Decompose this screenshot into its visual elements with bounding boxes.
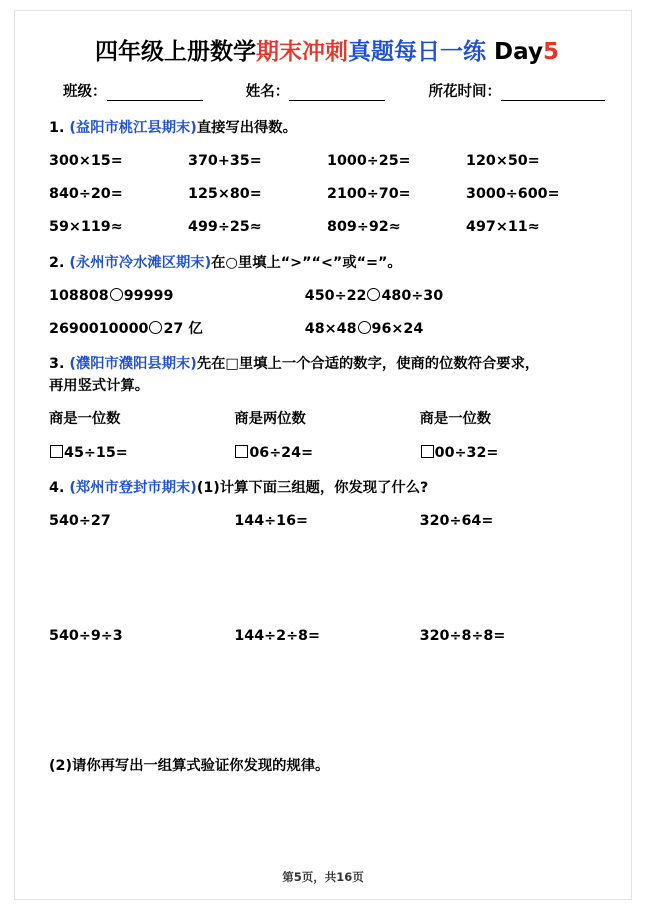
spacer-1 [203, 80, 246, 101]
compare-pair [49, 318, 305, 340]
class-field [63, 80, 203, 101]
question-4 [49, 477, 605, 778]
expr-with-box [49, 442, 234, 464]
title-part-grade: 四年级上册数学 [95, 39, 257, 65]
expr: 59×119≈ [49, 219, 123, 236]
compare-pair [305, 285, 605, 307]
question-4-text: (1)计算下面三组题，你发现了什么? [196, 479, 429, 496]
quotient-label: 商是一位数 [419, 411, 492, 428]
expr: 3000÷600= [466, 186, 560, 203]
question-4-sub2: (2)请你再写出一组算式验证你发现的规律。 [49, 758, 330, 775]
expr: 300×15= [49, 153, 123, 170]
question-3-text-line2: 再用竖式计算。 [49, 378, 150, 395]
class-input-blank[interactable] [107, 86, 203, 101]
circle-blank-icon[interactable] [367, 288, 380, 301]
question-1-row-3 [49, 216, 605, 238]
circle-blank-icon[interactable] [149, 321, 162, 334]
right-expr: 27 亿 [163, 320, 203, 337]
expr: 320÷64= [419, 512, 494, 529]
question-1 [49, 117, 605, 239]
question-4-number: 4. [49, 479, 65, 496]
expr: 840÷20= [49, 186, 123, 203]
class-label: 班级： [63, 84, 107, 100]
left-expr: 450÷22 [304, 287, 367, 304]
compare-pair [49, 285, 305, 307]
left-expr: 108808 [49, 287, 109, 304]
question-4-source: (郑州市登封市期末) [69, 479, 197, 496]
square-blank-icon[interactable] [421, 445, 434, 458]
question-3-exprs [49, 442, 605, 464]
question-3-text: 先在□里填上一个合适的数字，使商的位数符合要求， [196, 356, 540, 373]
title-part-practice: 真题每日一练 [348, 39, 487, 65]
expr: 144÷2÷8= [234, 628, 320, 645]
question-1-text: 直接写出得数。 [196, 120, 297, 136]
question-1-row-1 [49, 150, 605, 172]
question-2-number: 2. [49, 254, 65, 271]
expr: 144÷16= [234, 512, 309, 529]
title-day-label: Day [486, 39, 543, 65]
work-space-1 [49, 532, 605, 614]
question-1-row-2 [49, 183, 605, 205]
expr: 120×50= [466, 153, 540, 170]
question-3-number: 3. [49, 356, 65, 373]
time-input-blank[interactable] [501, 86, 605, 101]
name-input-blank[interactable] [289, 86, 385, 101]
expr: 370+35= [188, 153, 262, 170]
question-1-source: (益阳市桃江县期末) [69, 120, 197, 136]
expr: 45÷15= [64, 444, 128, 461]
question-3-heading [49, 353, 605, 375]
question-2-heading [49, 252, 605, 274]
title-day-number: 5 [542, 39, 559, 65]
time-label: 所花时间： [428, 84, 501, 100]
expr: 2100÷70= [327, 186, 411, 203]
question-2-source: (永州市冷水滩区期末) [69, 254, 212, 271]
question-3-labels [49, 408, 605, 430]
square-blank-icon[interactable] [50, 445, 63, 458]
title-part-sprint: 期末冲刺 [256, 39, 349, 65]
expr-with-box [420, 442, 605, 464]
question-2-text: 在○里填上“>”“<”或“=”。 [211, 254, 402, 271]
name-field [246, 80, 386, 101]
question-3-source: (濮阳市濮阳县期末) [69, 356, 197, 373]
page-title [49, 33, 605, 66]
left-expr: 48×48 [304, 320, 357, 337]
worksheet-sheet [14, 10, 632, 900]
expr-with-box [234, 442, 419, 464]
question-4-row-2 [49, 625, 605, 647]
question-2-row-2 [49, 318, 605, 340]
expr: 499÷25≈ [188, 219, 262, 236]
student-info-line [49, 80, 605, 101]
work-space-2 [49, 647, 605, 743]
expr: 125×80= [188, 186, 262, 203]
question-1-number: 1. [49, 120, 65, 136]
right-expr: 96×24 [371, 320, 424, 337]
expr: 540÷27 [49, 512, 111, 529]
question-1-heading [49, 117, 605, 139]
question-2 [49, 252, 605, 340]
expr: 320÷8÷8= [419, 628, 506, 645]
square-blank-icon[interactable] [235, 445, 248, 458]
expr: 540÷9÷3 [49, 628, 123, 645]
circle-blank-icon[interactable] [110, 288, 123, 301]
right-expr: 99999 [123, 287, 174, 304]
question-4-row-1 [49, 510, 605, 532]
question-3 [49, 353, 605, 464]
expr: 497×11≈ [466, 219, 540, 236]
right-expr: 480÷30 [381, 287, 444, 304]
page-footer: 第5页，共16页 [282, 870, 364, 884]
left-expr: 2690010000 [49, 320, 149, 337]
question-2-row-1 [49, 285, 605, 307]
worksheet-content [49, 33, 605, 777]
spacer-2 [385, 80, 428, 101]
expr: 809÷92≈ [327, 219, 401, 236]
expr: 1000÷25= [327, 153, 411, 170]
compare-pair [305, 318, 605, 340]
time-field [429, 80, 606, 101]
quotient-label: 商是一位数 [49, 411, 121, 428]
name-label: 姓名： [245, 84, 290, 100]
circle-blank-icon[interactable] [358, 321, 371, 334]
question-4-heading [49, 477, 605, 499]
quotient-label: 商是两位数 [234, 411, 306, 428]
expr: 00÷32= [434, 444, 499, 461]
expr: 06÷24= [249, 444, 314, 461]
